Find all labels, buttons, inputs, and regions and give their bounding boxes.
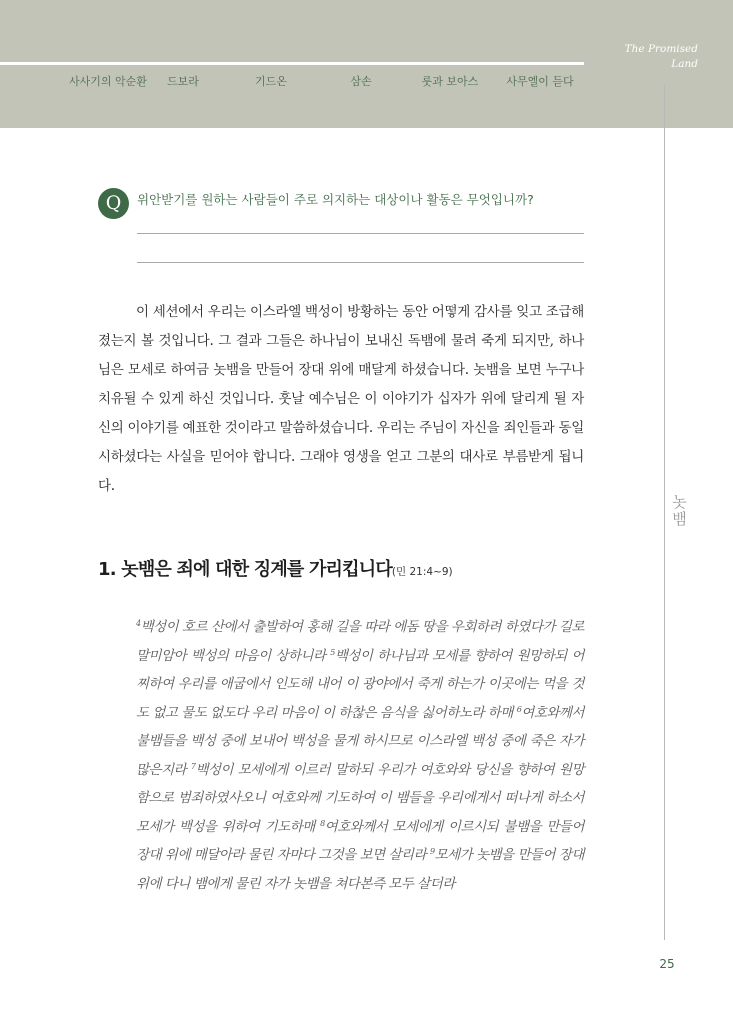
verse-number: 5 [330, 647, 335, 657]
verse-text: 여호와께서 불뱀들을 백성 중에 보내어 백성을 물게 하시므로 이스라엘 백성 중에 죽은 자가 많은지라 [136, 704, 584, 778]
verse-text: 모세가 놋뱀을 만들어 장대 위에 다니 뱀에게 물린 자가 놋뱀을 쳐다본즉 모두 살더라 [136, 847, 584, 892]
nav-item-judges-cycle[interactable]: 사사기의 악순환 [69, 75, 147, 88]
verse-number: 9 [429, 847, 435, 856]
nav-item-samuel[interactable]: 사무엘이 듣다 [506, 75, 574, 88]
side-chapter-title: 놋뱀 [670, 494, 688, 528]
question-text: 위안받기를 원하는 사람들이 주로 의지하는 대상이나 활동은 무엇입니까? [137, 192, 534, 207]
brand-line-1: The Promised [624, 43, 698, 55]
question-badge: Q [98, 188, 129, 219]
scripture-passage [136, 613, 584, 898]
verse-text: 여호와께서 모세에게 이르시되 불뱀을 만들어 장대 위에 매달아라 물린 자마다 그것을 보면 살리라 [136, 818, 584, 863]
nav-item-samson[interactable]: 삼손 [350, 75, 372, 88]
margin-rule [664, 85, 665, 940]
section-heading [98, 553, 453, 581]
verse-number: 4 [136, 619, 141, 628]
verse-text: 백성이 모세에게 이르러 말하되 우리가 여호와와 당신을 향하여 원망함으로 범죄하였사오니 여호와께 기도하여 이 뱀들을 우리에게서 떠나게 하소서 모세가 백성을 위하여 기도하매 [136, 761, 584, 835]
chapter-nav [0, 73, 600, 89]
brand-title [608, 42, 698, 72]
nav-item-ruth-boaz[interactable]: 룻과 보아스 [421, 75, 479, 88]
answer-line [137, 233, 584, 234]
verse-number: 7 [190, 761, 196, 771]
section-heading-text: 1. 놋뱀은 죄에 대한 징계를 가리킵니다 [98, 559, 392, 580]
intro-paragraph: 이 세션에서 우리는 이스라엘 백성이 방황하는 동안 어떻게 감사를 잊고 조급해졌는지 볼 것입니다. 그 결과 그들은 하나님이 보내신 독뱀에 물려 죽게 되지만, 하나님은 모세로 하여금 놋뱀을 만들어 장대 위에 매달게 하셨습니다. 놋뱀을 보면 누구나 치유될 수 있게 하신 것입니다. 훗날 예수님은 이 이야기가 십자가 위에 달리게 될 자신의 이야기를 예표한 것이라고 말씀하셨습니다. 우리는 주님이 자신을 죄인들과 동일시하셨다는 사실을 믿어야 합니다. 그래야 영생을 얻고 그분의 대사로 부름받게 됩니다. [98, 304, 584, 494]
page-number: 25 [659, 957, 675, 971]
header-divider-line [0, 62, 584, 65]
section-reference: (민 21:4~9) [391, 566, 453, 578]
nav-item-gideon[interactable]: 기드온 [255, 75, 287, 88]
verse-number: 8 [320, 818, 325, 828]
answer-line [137, 262, 584, 263]
brand-line-2: Land [671, 58, 698, 70]
nav-item-deborah[interactable]: 드보라 [167, 75, 199, 88]
verse-text: 백성이 하나님과 모세를 향하여 원망하되 어찌하여 우리를 애굽에서 인도해 내어 이 광야에서 죽게 하는가 이곳에는 먹을 것도 없고 물도 없도다 우리 마음이 이 하찮은 음식을 싫어하노라 하매 [136, 647, 584, 721]
verse-number: 6 [516, 704, 522, 714]
verse-text: 백성이 호르 산에서 출발하여 홍해 길을 따라 에돔 땅을 우회하려 하였다가 길로 말미암아 백성의 마음이 상하니라 [136, 619, 584, 664]
